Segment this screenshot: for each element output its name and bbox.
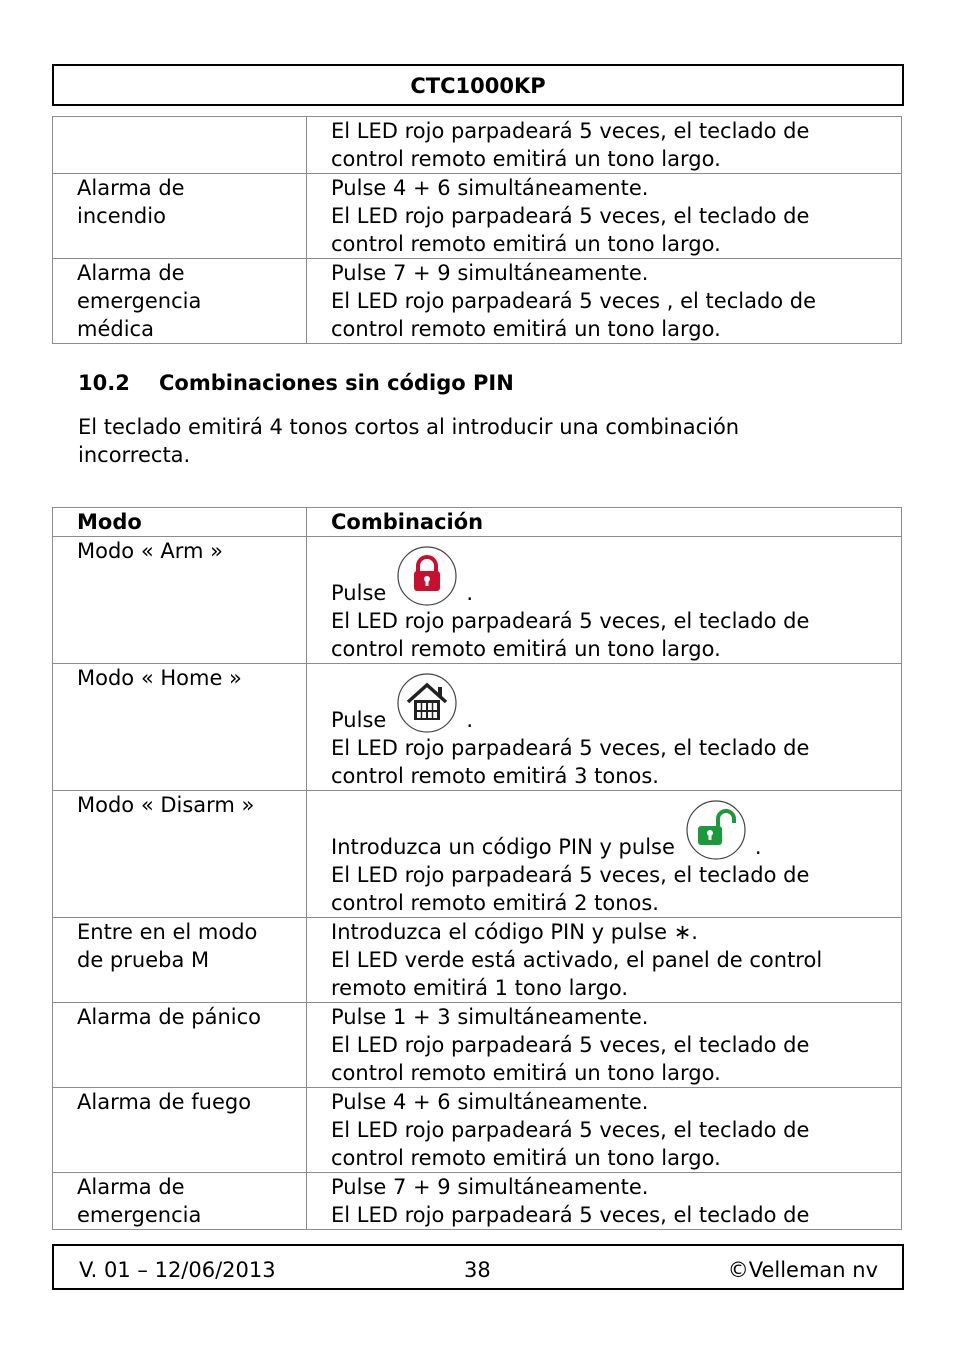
footer-copyright: ©Velleman nv xyxy=(727,1258,878,1282)
icon-suffix: . xyxy=(754,835,762,859)
mode-line: Alarma de pánico xyxy=(77,1005,261,1029)
icon-suffix: . xyxy=(466,581,473,605)
mode-line: Alarma de fuego xyxy=(77,1090,252,1114)
section-heading xyxy=(78,371,514,395)
combination-line: El LED verde está activado, el panel de control xyxy=(331,948,823,972)
table-row xyxy=(53,117,902,174)
intro-line: El teclado emitirá 4 tonos cortos al introducir una combinación xyxy=(78,415,740,439)
alarm-table-continued xyxy=(52,116,902,344)
mode-cell xyxy=(53,117,307,174)
mode-line: incendio xyxy=(77,204,166,228)
icon-prefix: Pulse xyxy=(331,708,387,732)
mode-cell xyxy=(53,791,307,918)
mode-line: Alarma de xyxy=(77,1175,185,1199)
column-header-combination: Combinación xyxy=(307,508,902,537)
mode-cell xyxy=(53,664,307,791)
combination-line: El LED rojo parpadeará 5 veces, el teclado de xyxy=(331,736,810,760)
mode-cell xyxy=(53,259,307,344)
combination-cell xyxy=(307,259,902,344)
table-row xyxy=(53,1003,902,1088)
combination-cell xyxy=(307,1088,902,1173)
combination-line: El LED rojo parpadeará 5 veces, el teclado de xyxy=(331,863,810,887)
lock-open-icon xyxy=(685,799,747,861)
combination-line: control remoto emitirá un tono largo. xyxy=(331,637,721,661)
column-header-mode: Modo xyxy=(53,508,307,537)
footer-version: V. 01 – 12/06/2013 xyxy=(79,1258,276,1282)
combinations-table xyxy=(52,507,902,1230)
mode-line: emergencia xyxy=(77,1203,202,1227)
mode-cell xyxy=(53,918,307,1003)
intro-paragraph xyxy=(78,413,878,469)
table-row xyxy=(53,174,902,259)
combination-line: Pulse 1 + 3 simultáneamente. xyxy=(331,1005,649,1029)
mode-line: de prueba M xyxy=(77,948,210,972)
mode-cell xyxy=(53,537,307,664)
mode-cell xyxy=(53,1173,307,1230)
combination-line: control remoto emitirá un tono largo. xyxy=(331,232,721,256)
mode-line: Modo « Arm » xyxy=(77,539,223,563)
combination-line: El LED rojo parpadeará 5 veces, el teclado de xyxy=(331,1118,810,1142)
mode-cell xyxy=(53,174,307,259)
combination-line: control remoto emitirá un tono largo. xyxy=(331,317,721,341)
combination-line: Introduzca el código PIN y pulse ∗. xyxy=(331,920,698,944)
combination-line: control remoto emitirá un tono largo. xyxy=(331,1146,721,1170)
table-row xyxy=(53,1088,902,1173)
mode-line: Alarma de xyxy=(77,261,185,285)
combination-line: El LED rojo parpadeará 5 veces, el teclado de xyxy=(331,609,810,633)
combination-line: Pulse 7 + 9 simultáneamente. xyxy=(331,261,649,285)
table-row xyxy=(53,791,902,918)
icon-prefix: Introduzca un código PIN y pulse xyxy=(331,835,675,859)
combination-cell xyxy=(307,537,902,664)
combination-line: El LED rojo parpadeará 5 veces, el teclado de xyxy=(331,204,810,228)
combination-line: El LED rojo parpadeará 5 veces, el teclado de xyxy=(331,119,810,143)
mode-cell xyxy=(53,1003,307,1088)
table-row xyxy=(53,1173,902,1230)
icon-instruction xyxy=(331,791,901,861)
intro-line: incorrecta. xyxy=(78,443,191,467)
mode-line: médica xyxy=(77,317,154,341)
mode-line: Modo « Home » xyxy=(77,666,242,690)
mode-line: Entre en el modo xyxy=(77,920,258,944)
combination-line: control remoto emitirá 2 tonos. xyxy=(331,891,659,915)
table-row xyxy=(53,259,902,344)
mode-line: emergencia xyxy=(77,289,202,313)
section-number: 10.2 xyxy=(78,371,130,395)
combination-line: control remoto emitirá un tono largo. xyxy=(331,1061,721,1085)
combination-cell xyxy=(307,1003,902,1088)
lock-closed-icon xyxy=(396,545,458,607)
combination-line: remoto emitirá 1 tono largo. xyxy=(331,976,629,1000)
table-header-row xyxy=(53,508,902,537)
combination-cell xyxy=(307,1173,902,1230)
combination-cell xyxy=(307,117,902,174)
header-title: CTC1000KP xyxy=(410,74,546,98)
combination-cell xyxy=(307,174,902,259)
icon-instruction xyxy=(331,537,901,607)
table-row xyxy=(53,664,902,791)
combination-line: El LED rojo parpadeará 5 veces, el teclado de xyxy=(331,1033,810,1057)
document-footer xyxy=(52,1244,904,1290)
icon-prefix: Pulse xyxy=(331,581,387,605)
mode-line: Modo « Disarm » xyxy=(77,793,255,817)
combination-cell xyxy=(307,918,902,1003)
footer-page-number: 38 xyxy=(464,1258,491,1282)
table-row xyxy=(53,918,902,1003)
mode-line: Alarma de xyxy=(77,176,185,200)
icon-suffix: . xyxy=(466,708,473,732)
mode-cell xyxy=(53,1088,307,1173)
combination-line: Pulse 4 + 6 simultáneamente. xyxy=(331,176,649,200)
combination-line: El LED rojo parpadeará 5 veces , el teclado de xyxy=(331,289,817,313)
combination-line: control remoto emitirá un tono largo. xyxy=(331,147,721,171)
combination-line: Pulse 4 + 6 simultáneamente. xyxy=(331,1090,649,1114)
icon-instruction xyxy=(331,664,901,734)
combination-cell xyxy=(307,791,902,918)
combination-line: Pulse 7 + 9 simultáneamente. xyxy=(331,1175,649,1199)
combination-line: El LED rojo parpadeará 5 veces, el teclado de xyxy=(331,1203,810,1227)
table-row xyxy=(53,537,902,664)
combination-cell xyxy=(307,664,902,791)
home-icon xyxy=(396,672,458,734)
combination-line: control remoto emitirá 3 tonos. xyxy=(331,764,659,788)
document-header xyxy=(52,64,904,106)
section-title: Combinaciones sin código PIN xyxy=(159,371,514,395)
